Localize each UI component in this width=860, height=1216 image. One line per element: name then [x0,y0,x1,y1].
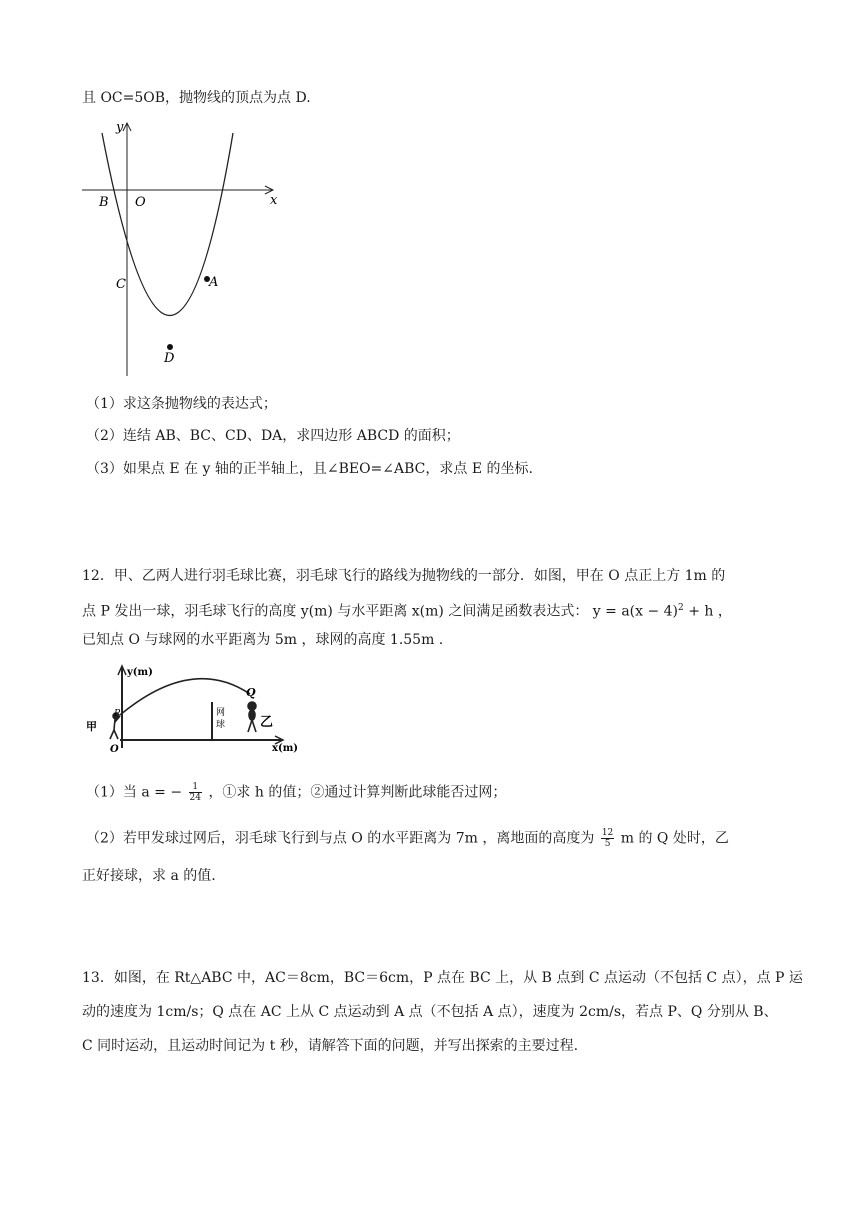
label-origin: O [110,744,119,754]
q12-part1 [86,782,506,803]
badminton-figure [82,660,308,754]
q12-part2-prefix: （2）若甲发球过网后，羽毛球飞行到与点 O 的水平距离为 7m ，离地面的高度为 [86,830,595,847]
q13-line3: C 同时运动，且运动时间记为 t 秒，请解答下面的问题，并写出探索的主要过程. [82,1038,579,1054]
parabola-figure [80,118,290,380]
q12-part2-line2: 正好接球，求 a 的值. [82,868,216,884]
q12-line1: 12．甲、乙两人进行羽毛球比赛，羽毛球飞行的路线为抛物线的一部分．如图，甲在 O 点正上方 1m 的 [82,568,726,584]
fraction-12-5 [601,828,614,849]
fraction-numerator: 1 [189,782,202,793]
intro-line: 且 OC=5OB，抛物线的顶点为点 D. [82,90,311,106]
q12-part1-suffix: ，①求 h 的值；②通过计算判断此球能否过网； [208,784,507,801]
label-ym: y(m) [127,667,153,678]
label-d: D [164,351,175,366]
label-xm: x(m) [272,743,299,754]
q11-part2: （2）连结 AB、BC、CD、DA，求四边形 ABCD 的面积； [86,428,460,444]
q11-part3: （3）如果点 E 在 y 轴的正半轴上，且∠BEO=∠ABC，求点 E 的坐标. [86,461,533,477]
net-label-top: 网 [216,708,226,718]
q12-line2-tail: + h ， [683,603,732,620]
label-yi: 乙 [260,715,274,730]
label-c: C [116,277,126,292]
q12-part2 [86,828,729,849]
label-x: x [270,193,278,208]
q12-exponent: 2 [678,603,684,613]
q13-line1: 13．如图，在 Rt△ABC 中，AC＝8cm，BC＝6cm，P 点在 BC 上，从 B 点到 C 点运动（不包括 C 点），点 P 运 [82,970,803,986]
net-label-bottom: 球 [216,720,226,730]
fraction-denominator: 5 [604,839,611,849]
fraction-denominator: 24 [189,793,201,803]
q12-part1-prefix: （1）当 a = − [86,784,183,801]
label-y: y [116,120,124,135]
q12-line3: 已知点 O 与球网的水平距离为 5m ，球网的高度 1.55m . [82,632,444,648]
label-o: O [135,195,146,210]
label-a: A [209,275,219,290]
q12-line2-text: 点 P 发出一球，羽毛球飞行的高度 y(m) 与水平距离 x(m) 之间满足函数表达式： y = a(x − 4) [82,603,679,620]
q12-part2-suffix: m 的 Q 处时，乙 [620,830,729,847]
label-q: Q [246,686,256,699]
fraction-1-24 [189,782,202,803]
fraction-numerator: 12 [601,828,614,838]
label-jia: 甲 [86,720,97,733]
q13-line2: 动的速度为 1cm/s；Q 点在 AC 上从 C 点运动到 A 点（不包括 A 点），速度为 2cm/s，若点 P、Q 分别从 B、 [82,1004,778,1020]
q11-part1: （1）求这条抛物线的表达式； [86,396,277,412]
point-d [167,344,173,350]
q12-line2 [82,598,732,622]
player-yi [248,702,256,732]
label-b: B [99,195,109,210]
label-p: P [114,709,121,719]
